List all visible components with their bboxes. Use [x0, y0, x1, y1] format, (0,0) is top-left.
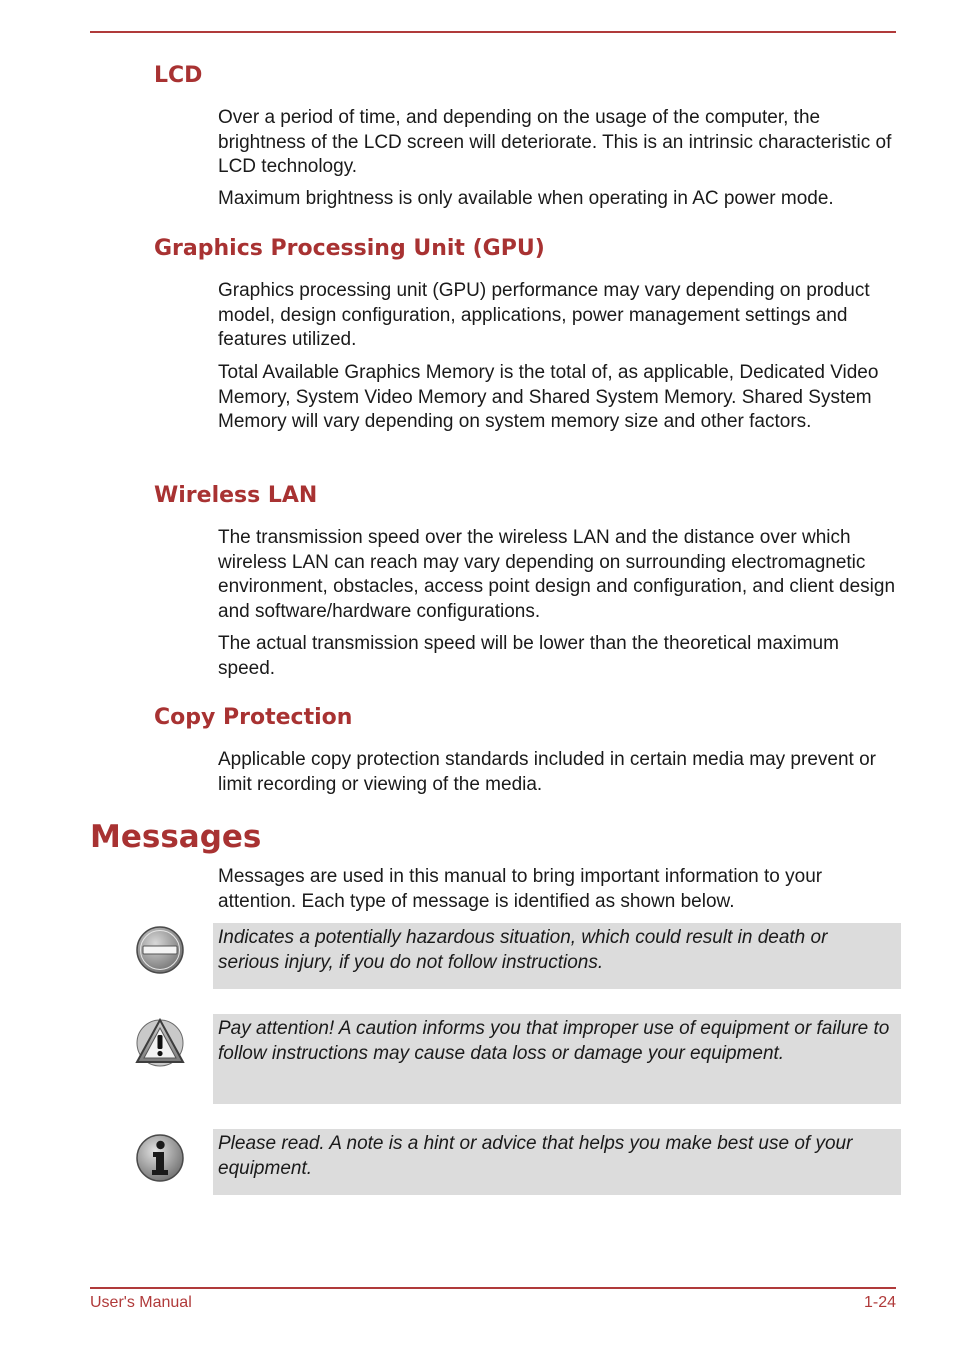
warning-stop-icon — [135, 925, 185, 975]
lcd-paragraph-2: Maximum brightness is only available when operating in AC power mode. — [218, 188, 834, 209]
footer-rule — [90, 1287, 896, 1289]
section-heading-copy-protection: Copy Protection — [154, 705, 353, 730]
section-heading-gpu: Graphics Processing Unit (GPU) — [154, 236, 545, 261]
wireless-lan-paragraph-2: The actual transmission speed will be lower than the theoretical maximum speed. — [218, 633, 839, 679]
warning-message-text: Indicates a potentially hazardous situation, which could result in death or serious injury, if you do not follow instructions. — [218, 927, 828, 973]
gpu-paragraph-2: Total Available Graphics Memory is the total of, as applicable, Dedicated Video Memory, System Video Memory and Shared System Memory. Shared System Memory will vary depending on system memory size and other factors. — [218, 362, 879, 432]
note-message-text: Please read. A note is a hint or advice that helps you make best use of your equipment. — [218, 1133, 853, 1179]
caution-triangle-icon — [135, 1017, 185, 1067]
caution-message-box — [213, 1014, 901, 1104]
caution-message-text: Pay attention! A caution informs you that improper use of equipment or failure to follow instructions may cause data loss or damage your equipment. — [218, 1018, 890, 1064]
copy-protection-paragraph: Applicable copy protection standards included in certain media may prevent or limit recording or viewing of the media. — [218, 749, 876, 795]
section-heading-wireless-lan: Wireless LAN — [154, 483, 318, 508]
gpu-paragraph-1: Graphics processing unit (GPU) performance may vary depending on product model, design configuration, applications, power management settings and features utilized. — [218, 280, 870, 350]
section-heading-lcd: LCD — [154, 63, 203, 88]
messages-heading: Messages — [90, 819, 262, 855]
wireless-lan-paragraph-1: The transmission speed over the wireless LAN and the distance over which wireless LAN can reach may vary depending on surrounding electromagnetic environment, obstacles, access point design and configuration, and client design and software/hardware configurations. — [218, 527, 896, 622]
lcd-paragraph-1: Over a period of time, and depending on the usage of the computer, the brightness of the LCD screen will deteriorate. This is an intrinsic characteristic of LCD technology. — [218, 107, 892, 177]
messages-intro: Messages are used in this manual to bring important information to your attention. Each type of message is identified as shown below. — [218, 866, 823, 912]
note-message-box — [213, 1129, 901, 1195]
footer-manual-title: User's Manual — [90, 1294, 192, 1311]
page-number: 1-24 — [863, 1294, 896, 1311]
info-icon — [135, 1133, 185, 1183]
warning-message-box — [213, 923, 901, 989]
header-rule — [90, 31, 896, 33]
